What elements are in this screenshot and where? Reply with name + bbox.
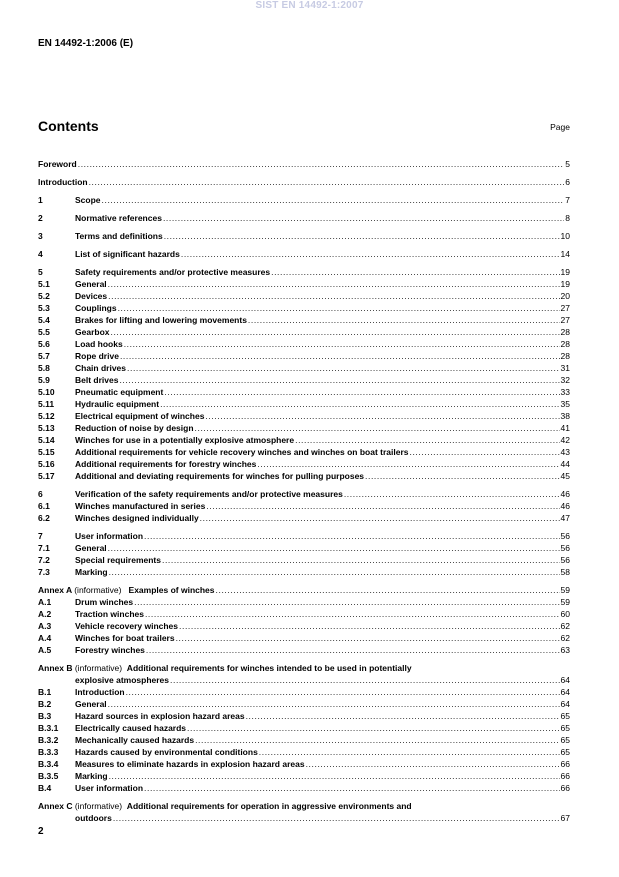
toc-entry[interactable] bbox=[38, 746, 570, 758]
toc-entry-number: 5.3 bbox=[38, 303, 50, 313]
toc-entry-page: 65 bbox=[560, 747, 570, 757]
toc-entry-number: B.3.4 bbox=[38, 759, 59, 769]
toc-leader-dots bbox=[124, 338, 560, 350]
toc-entry[interactable] bbox=[38, 338, 570, 350]
toc-entry-title: Additional requirements for vehicle recovery winches and winches on boat trailers bbox=[75, 447, 409, 457]
toc-entry-title: Scope bbox=[75, 195, 101, 205]
toc-entry-number: B.3 bbox=[38, 711, 52, 721]
toc-entry[interactable] bbox=[38, 722, 570, 734]
toc-entry-number: B.3.1 bbox=[38, 723, 59, 733]
toc-entry-number: 5 bbox=[38, 267, 43, 277]
toc-leader-dots bbox=[109, 770, 560, 782]
toc-leader-dots bbox=[271, 266, 559, 278]
toc-entry[interactable] bbox=[38, 176, 570, 188]
toc-leader-dots bbox=[295, 434, 559, 446]
toc-entry-page: 43 bbox=[560, 447, 570, 457]
toc-entry[interactable] bbox=[38, 644, 570, 656]
toc-entry[interactable] bbox=[38, 458, 570, 470]
toc-entry-number: 5.8 bbox=[38, 363, 50, 373]
toc-entry-title: User information bbox=[75, 531, 144, 541]
toc-entry-number: 5.17 bbox=[38, 471, 55, 481]
toc-leader-dots bbox=[181, 248, 560, 260]
toc-entry-title: Couplings bbox=[75, 303, 117, 313]
toc-entry[interactable] bbox=[38, 662, 570, 674]
toc-entry-title: Additional and deviating requirements for winches for pulling purposes bbox=[75, 471, 365, 481]
toc-entry[interactable] bbox=[38, 422, 570, 434]
toc-entry-title: Gearbox bbox=[75, 327, 110, 337]
toc-entry-title: Forestry winches bbox=[75, 645, 145, 655]
toc-entry[interactable] bbox=[38, 230, 570, 242]
toc-entry-number: 5.11 bbox=[38, 399, 55, 409]
toc-entry-page: 65 bbox=[560, 723, 570, 733]
toc-leader-dots bbox=[409, 446, 559, 458]
toc-entry-title: Winches for boat trailers bbox=[75, 633, 175, 643]
toc-entry[interactable] bbox=[38, 326, 570, 338]
toc-entry-page: 62 bbox=[560, 633, 570, 643]
toc-entry-page: 64 bbox=[560, 699, 570, 709]
toc-entry-number: 6.1 bbox=[38, 501, 50, 511]
toc-entry-page: 27 bbox=[560, 315, 570, 325]
toc-entry[interactable] bbox=[38, 596, 570, 608]
toc-leader-dots bbox=[89, 176, 565, 188]
toc-entry-title: Foreword bbox=[38, 159, 77, 169]
toc-entry[interactable] bbox=[38, 500, 570, 512]
toc-entry-page: 45 bbox=[560, 471, 570, 481]
toc-entry-page: 19 bbox=[560, 267, 570, 277]
toc-entry-page: 8 bbox=[565, 213, 570, 223]
toc-entry-number: 7.2 bbox=[38, 555, 50, 565]
toc-leader-dots bbox=[164, 386, 559, 398]
toc-entry-title: Brakes for lifting and lowering movements bbox=[75, 315, 247, 325]
toc-entry[interactable] bbox=[38, 512, 570, 524]
toc-leader-dots bbox=[216, 584, 560, 596]
toc-entry-title: Belt drives bbox=[75, 375, 119, 385]
toc-entry-page: 6 bbox=[565, 177, 570, 187]
toc-entry[interactable] bbox=[38, 194, 570, 206]
toc-entry-page: 28 bbox=[560, 327, 570, 337]
toc-entry-number: 3 bbox=[38, 231, 43, 241]
toc-entry-title: Hazards caused by environmental conditions bbox=[75, 747, 258, 757]
toc-entry-title: Annex C (informative) Additional requirements for operation in aggressive environments and bbox=[38, 801, 412, 811]
toc-entry[interactable] bbox=[38, 734, 570, 746]
toc-entry-title: Reduction of noise by design bbox=[75, 423, 194, 433]
toc-entry[interactable] bbox=[38, 470, 570, 482]
toc-entry-page: 60 bbox=[560, 609, 570, 619]
toc-entry-page: 38 bbox=[560, 411, 570, 421]
toc-entry-title: General bbox=[75, 699, 107, 709]
toc-entry-title: Additional requirements for forestry winches bbox=[75, 459, 257, 469]
toc-leader-dots bbox=[248, 314, 560, 326]
toc-entry-number: 5.7 bbox=[38, 351, 50, 361]
toc-entry-page: 35 bbox=[560, 399, 570, 409]
toc-entry[interactable] bbox=[38, 278, 570, 290]
toc-entry-number: 5.13 bbox=[38, 423, 55, 433]
toc-entry[interactable] bbox=[38, 554, 570, 566]
toc-entry[interactable] bbox=[38, 434, 570, 446]
toc-entry-page: 56 bbox=[560, 543, 570, 553]
toc-entry-title: Traction winches bbox=[75, 609, 144, 619]
toc-entry[interactable] bbox=[38, 608, 570, 620]
toc-entry-page: 46 bbox=[560, 489, 570, 499]
toc-leader-dots bbox=[259, 746, 560, 758]
toc-entry[interactable] bbox=[38, 566, 570, 578]
toc-entry[interactable] bbox=[38, 686, 570, 698]
toc-entry-page: 63 bbox=[560, 645, 570, 655]
toc-leader-dots bbox=[200, 512, 560, 524]
toc-entry-title: Hazard sources in explosion hazard areas bbox=[75, 711, 245, 721]
toc-entry-number: B.1 bbox=[38, 687, 52, 697]
toc-entry[interactable] bbox=[38, 266, 570, 278]
toc-leader-dots bbox=[306, 758, 560, 770]
toc-leader-dots bbox=[205, 410, 559, 422]
toc-entry-number: B.2 bbox=[38, 699, 52, 709]
toc-leader-dots bbox=[78, 158, 565, 170]
toc-entry-number: 6 bbox=[38, 489, 43, 499]
toc-entry-page: 64 bbox=[560, 687, 570, 697]
toc-entry-page: 27 bbox=[560, 303, 570, 313]
toc-entry-page: 59 bbox=[560, 585, 570, 595]
toc-entry[interactable] bbox=[38, 410, 570, 422]
toc-entry[interactable] bbox=[38, 314, 570, 326]
toc-leader-dots bbox=[108, 278, 560, 290]
toc-entry-number: 5.15 bbox=[38, 447, 55, 457]
toc-entry[interactable] bbox=[38, 674, 570, 686]
toc-leader-dots bbox=[365, 470, 560, 482]
toc-entry[interactable] bbox=[38, 158, 570, 170]
toc-entry-title: Introduction bbox=[38, 177, 88, 187]
toc-entry-number: 4 bbox=[38, 249, 43, 259]
toc-leader-dots bbox=[257, 458, 559, 470]
toc-entry[interactable] bbox=[38, 800, 570, 812]
toc-entry-number: 5.6 bbox=[38, 339, 50, 349]
toc-leader-dots bbox=[108, 290, 559, 302]
toc-leader-dots bbox=[187, 722, 560, 734]
toc-entry-page: 5 bbox=[565, 159, 570, 169]
toc-entry-title: Mechanically caused hazards bbox=[75, 735, 195, 745]
toc-entry-page: 56 bbox=[560, 531, 570, 541]
toc-leader-dots bbox=[195, 734, 559, 746]
toc-entry-title: explosive atmospheres bbox=[75, 675, 170, 685]
toc-entry-title: Measures to eliminate hazards in explosion hazard areas bbox=[75, 759, 305, 769]
toc-entry-page: 66 bbox=[560, 759, 570, 769]
toc-leader-dots bbox=[119, 374, 559, 386]
toc-entry[interactable] bbox=[38, 542, 570, 554]
toc-leader-dots bbox=[160, 398, 559, 410]
toc-leader-dots bbox=[145, 608, 560, 620]
page-column-label: Page bbox=[550, 122, 570, 132]
toc-entry[interactable] bbox=[38, 710, 570, 722]
toc-entry-number: B.4 bbox=[38, 783, 52, 793]
toc-entry-number: 5.5 bbox=[38, 327, 50, 337]
toc-entry-number: 5.4 bbox=[38, 315, 50, 325]
toc-entry-title: Winches designed individually bbox=[75, 513, 199, 523]
toc-leader-dots bbox=[109, 566, 560, 578]
toc-entry-number: 7.3 bbox=[38, 567, 50, 577]
table-of-contents bbox=[38, 158, 570, 824]
toc-leader-dots bbox=[111, 326, 560, 338]
toc-entry-number: 5.12 bbox=[38, 411, 55, 421]
toc-entry-number: A.2 bbox=[38, 609, 52, 619]
toc-entry[interactable] bbox=[38, 446, 570, 458]
toc-leader-dots bbox=[118, 302, 560, 314]
toc-leader-dots bbox=[108, 542, 560, 554]
toc-leader-dots bbox=[176, 632, 560, 644]
toc-entry-page: 31 bbox=[560, 363, 570, 373]
toc-entry[interactable] bbox=[38, 248, 570, 260]
toc-entry-title: Vehicle recovery winches bbox=[75, 621, 179, 631]
toc-entry-title: General bbox=[75, 279, 107, 289]
toc-entry-title: outdoors bbox=[75, 813, 112, 823]
page-title: Contents bbox=[38, 118, 99, 134]
toc-entry[interactable] bbox=[38, 362, 570, 374]
toc-entry[interactable] bbox=[38, 302, 570, 314]
toc-entry[interactable] bbox=[38, 374, 570, 386]
toc-entry-page: 65 bbox=[560, 735, 570, 745]
toc-entry-page: 64 bbox=[560, 675, 570, 685]
toc-entry[interactable] bbox=[38, 812, 570, 824]
toc-leader-dots bbox=[144, 782, 560, 794]
toc-entry-title: Chain drives bbox=[75, 363, 127, 373]
toc-leader-dots bbox=[246, 710, 560, 722]
toc-entry-page: 7 bbox=[565, 195, 570, 205]
toc-entry-page: 19 bbox=[560, 279, 570, 289]
toc-leader-dots bbox=[206, 500, 559, 512]
toc-entry-title: Load hooks bbox=[75, 339, 123, 349]
toc-leader-dots bbox=[146, 644, 560, 656]
toc-entry-title: General bbox=[75, 543, 107, 553]
toc-leader-dots bbox=[179, 620, 560, 632]
toc-entry-number: 5.9 bbox=[38, 375, 50, 385]
toc-entry[interactable] bbox=[38, 632, 570, 644]
toc-leader-dots bbox=[195, 422, 560, 434]
toc-entry-page: 42 bbox=[560, 435, 570, 445]
toc-entry-page: 65 bbox=[560, 711, 570, 721]
toc-leader-dots bbox=[170, 674, 560, 686]
toc-entry-number: 7 bbox=[38, 531, 43, 541]
toc-entry-page: 66 bbox=[560, 783, 570, 793]
toc-leader-dots bbox=[127, 362, 560, 374]
toc-entry-title: Marking bbox=[75, 567, 108, 577]
toc-entry-number: 5.16 bbox=[38, 459, 55, 469]
toc-entry-title: User information bbox=[75, 783, 144, 793]
toc-entry-page: 32 bbox=[560, 375, 570, 385]
toc-entry-page: 14 bbox=[560, 249, 570, 259]
toc-entry-title: Drum winches bbox=[75, 597, 134, 607]
toc-entry-page: 46 bbox=[560, 501, 570, 511]
toc-entry[interactable] bbox=[38, 290, 570, 302]
toc-entry-title: Normative references bbox=[75, 213, 162, 223]
document-id: EN 14492-1:2006 (E) bbox=[38, 38, 134, 49]
toc-leader-dots bbox=[344, 488, 560, 500]
toc-entry-page: 33 bbox=[560, 387, 570, 397]
toc-entry-page: 66 bbox=[560, 771, 570, 781]
toc-entry[interactable] bbox=[38, 584, 570, 596]
toc-entry[interactable] bbox=[38, 398, 570, 410]
toc-entry-number: 5.10 bbox=[38, 387, 55, 397]
toc-entry-page: 56 bbox=[560, 555, 570, 565]
toc-leader-dots bbox=[102, 194, 565, 206]
toc-entry-number: 7.1 bbox=[38, 543, 50, 553]
toc-entry-number: 6.2 bbox=[38, 513, 50, 523]
toc-entry-page: 67 bbox=[560, 813, 570, 823]
toc-leader-dots bbox=[134, 596, 559, 608]
toc-entry-number: B.3.3 bbox=[38, 747, 59, 757]
toc-entry-title: Verification of the safety requirements and/or protective measures bbox=[75, 489, 343, 499]
toc-entry-title: Terms and definitions bbox=[75, 231, 163, 241]
toc-entry-title: Devices bbox=[75, 291, 108, 301]
toc-leader-dots bbox=[144, 530, 560, 542]
toc-entry-number: B.3.2 bbox=[38, 735, 59, 745]
page-number: 2 bbox=[38, 826, 44, 837]
toc-entry-title: Special requirements bbox=[75, 555, 161, 565]
toc-entry-title: Rope drive bbox=[75, 351, 119, 361]
toc-entry[interactable] bbox=[38, 770, 570, 782]
toc-entry[interactable] bbox=[38, 386, 570, 398]
toc-entry-page: 41 bbox=[560, 423, 570, 433]
toc-entry-number: A.4 bbox=[38, 633, 52, 643]
toc-entry-page: 62 bbox=[560, 621, 570, 631]
toc-entry-number: A.1 bbox=[38, 597, 52, 607]
toc-leader-dots bbox=[113, 812, 560, 824]
toc-leader-dots bbox=[126, 686, 560, 698]
toc-entry-number: 1 bbox=[38, 195, 43, 205]
toc-entry-page: 20 bbox=[560, 291, 570, 301]
toc-entry-title: Marking bbox=[75, 771, 108, 781]
toc-entry-number: 5.2 bbox=[38, 291, 50, 301]
toc-leader-dots bbox=[162, 554, 560, 566]
toc-entry[interactable] bbox=[38, 782, 570, 794]
toc-entry-title: Electrical equipment of winches bbox=[75, 411, 205, 421]
toc-entry-number: A.3 bbox=[38, 621, 52, 631]
toc-entry[interactable] bbox=[38, 698, 570, 710]
toc-entry-title: Pneumatic equipment bbox=[75, 387, 164, 397]
toc-entry-number: 5.14 bbox=[38, 435, 55, 445]
toc-leader-dots bbox=[120, 350, 560, 362]
toc-leader-dots bbox=[108, 698, 560, 710]
toc-entry[interactable] bbox=[38, 488, 570, 500]
toc-leader-dots bbox=[164, 230, 560, 242]
toc-entry[interactable] bbox=[38, 620, 570, 632]
toc-entry-title: List of significant hazards bbox=[75, 249, 180, 259]
toc-entry[interactable] bbox=[38, 350, 570, 362]
toc-entry-page: 47 bbox=[560, 513, 570, 523]
toc-leader-dots bbox=[163, 212, 564, 224]
toc-entry[interactable] bbox=[38, 758, 570, 770]
toc-entry-page: 28 bbox=[560, 351, 570, 361]
toc-entry-number: 5.1 bbox=[38, 279, 50, 289]
toc-entry-title: Annex B (informative) Additional requirements for winches intended to be used in potentially bbox=[38, 663, 412, 673]
toc-entry-title: Electrically caused hazards bbox=[75, 723, 187, 733]
toc-entry-title: Safety requirements and/or protective measures bbox=[75, 267, 271, 277]
toc-entry-title: Winches manufactured in series bbox=[75, 501, 206, 511]
toc-entry-page: 44 bbox=[560, 459, 570, 469]
watermark: SIST EN 14492-1:2007 bbox=[255, 0, 364, 11]
toc-entry-title: Annex A (informative) Examples of winches bbox=[38, 585, 215, 595]
toc-entry-number: A.5 bbox=[38, 645, 52, 655]
toc-entry-page: 28 bbox=[560, 339, 570, 349]
toc-entry[interactable] bbox=[38, 530, 570, 542]
toc-entry-page: 10 bbox=[560, 231, 570, 241]
toc-entry-number: 2 bbox=[38, 213, 43, 223]
toc-entry-page: 58 bbox=[560, 567, 570, 577]
toc-entry[interactable] bbox=[38, 212, 570, 224]
toc-entry-title: Hydraulic equipment bbox=[75, 399, 160, 409]
toc-entry-number: B.3.5 bbox=[38, 771, 59, 781]
toc-entry-page: 59 bbox=[560, 597, 570, 607]
toc-entry-title: Winches for use in a potentially explosive atmosphere bbox=[75, 435, 295, 445]
toc-entry-title: Introduction bbox=[75, 687, 125, 697]
